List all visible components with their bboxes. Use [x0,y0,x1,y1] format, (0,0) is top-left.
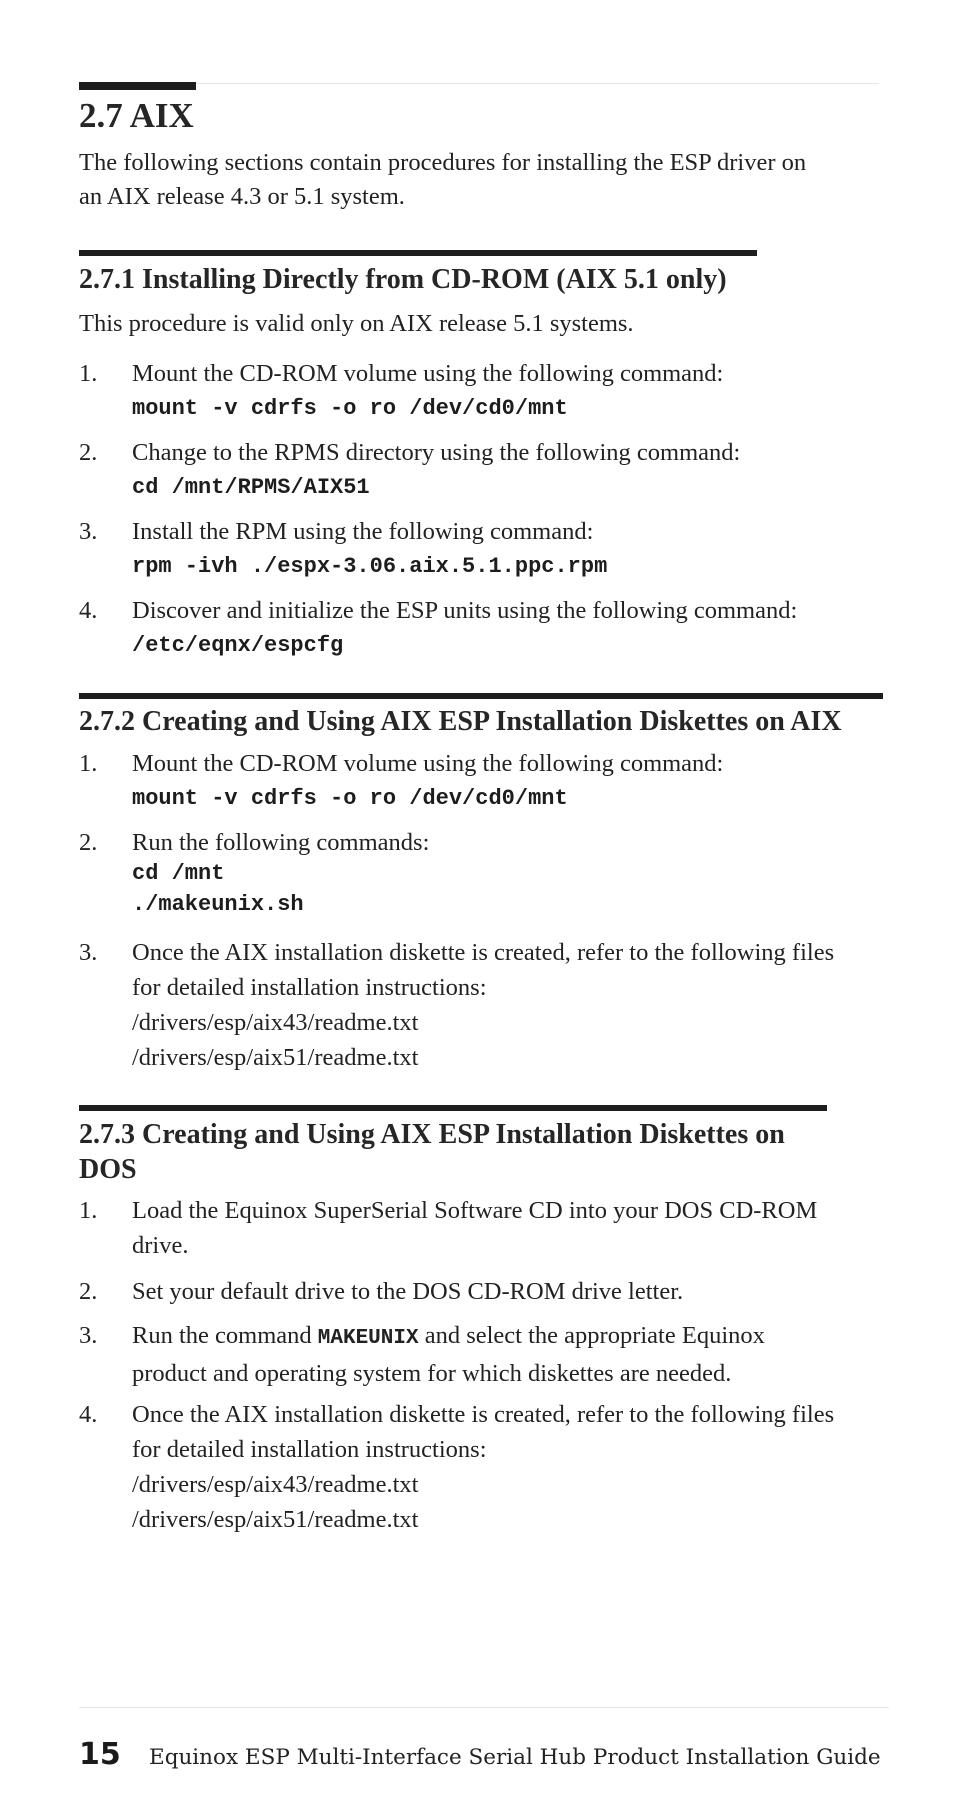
step-text: Mount the CD-ROM volume using the following command: [132,750,724,777]
file-path: /drivers/esp/aix51/readme.txt [132,1044,419,1071]
section-bar-2-7-2 [79,693,883,699]
footer-title: Equinox ESP Multi-Interface Serial Hub Product Installation Guide [149,1745,881,1770]
list-number: 1. [79,360,98,387]
list-item-body [132,593,892,663]
step-text: Discover and initialize the ESP units using the following command: [132,597,798,624]
step-text: drive. [132,1232,189,1259]
command-text: ./makeunix.sh [132,892,304,917]
list-item-body [132,1193,892,1263]
document-page [79,0,889,1802]
section-bar-2-7-3 [79,1105,827,1111]
subsection-title-2-7-1: 2.7.1 Installing Directly from CD-ROM (AIX 5.1 only) [79,264,727,295]
step-text [132,1318,892,1356]
step-text: Run the following commands: [132,829,430,856]
list-number: 1. [79,750,98,777]
list-number: 2. [79,829,98,856]
list-item-body [132,1318,892,1391]
step-text: for detailed installation instructions: [132,974,487,1001]
step-text: Change to the RPMS directory using the following command: [132,439,741,466]
step-text: for detailed installation instructions: [132,1436,487,1463]
command-text: mount -v cdrfs -o ro /dev/cd0/mnt [132,396,568,421]
footer-rule [79,1707,889,1708]
step-text: Load the Equinox SuperSerial Software CD into your DOS CD-ROM [132,1197,818,1224]
section-intro-line: an AIX release 4.3 or 5.1 system. [79,183,405,210]
list-item-body [132,1274,892,1309]
list-number: 1. [79,1197,98,1224]
list-item-body [132,1397,892,1537]
list-number: 4. [79,597,98,624]
top-rule [79,83,879,84]
list-number: 4. [79,1401,98,1428]
list-number: 2. [79,1278,98,1305]
section-intro-line: The following sections contain procedures for installing the ESP driver on [79,149,807,176]
file-path: /drivers/esp/aix43/readme.txt [132,1009,419,1036]
inline-command: MAKEUNIX [317,1327,419,1350]
file-path: /drivers/esp/aix43/readme.txt [132,1471,419,1498]
command-text: rpm -ivh ./espx-3.06.aix.5.1.ppc.rpm [132,554,608,579]
step-text: Set your default drive to the DOS CD-ROM drive letter. [132,1278,684,1305]
list-item-body [132,746,892,816]
section-bar-2-7 [79,82,196,90]
file-path: /drivers/esp/aix51/readme.txt [132,1506,419,1533]
list-number: 3. [79,939,98,966]
step-text: Install the RPM using the following command: [132,518,594,545]
page-number: 15 [79,1737,121,1772]
step-text: Once the AIX installation diskette is created, refer to the following files [132,939,835,966]
list-number: 3. [79,1322,98,1349]
section-title: 2.7 AIX [79,96,194,135]
subsection-title-line: DOS [79,1154,137,1185]
list-item-body [132,935,892,1075]
subsection-title-line: 2.7.3 Creating and Using AIX ESP Installation Diskettes on [79,1119,785,1150]
step-text-before: Run the command [132,1322,318,1349]
section-bar-2-7-1 [79,250,757,256]
step-text: Once the AIX installation diskette is created, refer to the following files [132,1401,835,1428]
list-item-body [132,825,892,922]
command-text: cd /mnt/RPMS/AIX51 [132,475,370,500]
step-text: Mount the CD-ROM volume using the following command: [132,360,724,387]
list-number: 2. [79,439,98,466]
step-text: product and operating system for which diskettes are needed. [132,1360,732,1387]
command-text: /etc/eqnx/espcfg [132,633,344,658]
subsection-title-2-7-2: 2.7.2 Creating and Using AIX ESP Installation Diskettes on AIX [79,706,842,737]
command-text: mount -v cdrfs -o ro /dev/cd0/mnt [132,786,568,811]
list-item-body [132,356,892,426]
list-item-body [132,435,892,505]
section-intro [79,146,806,214]
list-item-body [132,514,892,584]
step-text-after: and select the appropriate Equinox [418,1322,765,1349]
subsection-intro-2-7-1: This procedure is valid only on AIX release 5.1 systems. [79,310,634,337]
command-text: cd /mnt [132,861,225,886]
list-number: 3. [79,518,98,545]
subsection-title-2-7-3 [79,1117,785,1187]
